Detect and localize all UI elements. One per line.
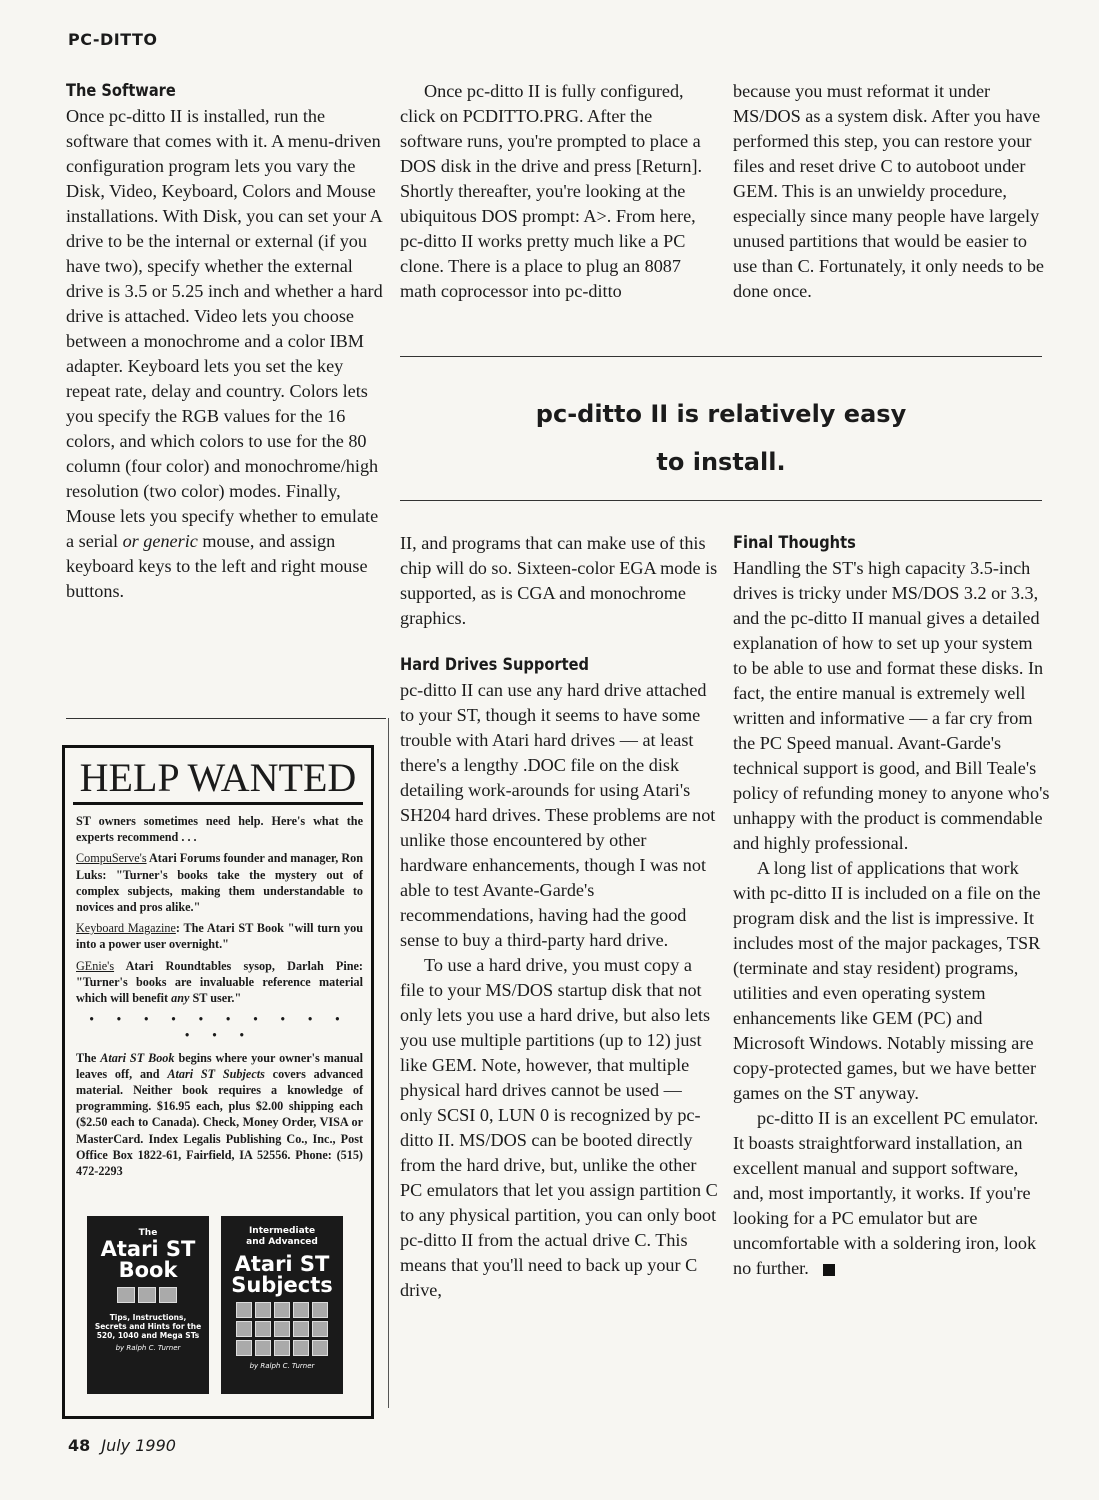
pull-quote-line: to install. (656, 448, 786, 476)
paragraph: Once pc-ditto II is fully configured, click on PCDITTO.PRG. After the software runs, you're prompted to place a DOS disk in the drive and press [Return]. Shortly thereafter, you're looking at the ubiquitous DOS prompt: A>. From here, pc-ditto II works pretty much like a PC clone. There is a place to plug an 8087 math coprocessor into pc-ditto (400, 81, 703, 301)
heading-hard-drives: Hard Drives Supported (400, 655, 589, 675)
pull-quote-bottom-rule (400, 500, 1042, 501)
paragraph: pc-ditto II can use any hard drive attached to your ST, though it seems to have some trouble with Atari hard drives — at least there's a lengthy .DOC file on the disk detailing work-arounds for using Atari's SH204 hard drives. These problems are not unlike those encountered by other hardware enhancements, though I was not able to test Avante-Garde's recommendations, having had the good sense to buy a third-party hard drive. (400, 680, 716, 950)
testimonial-text: Atari Forums founder and manager, Ron Luks: "Turner's books take the mystery out of complex subjects, making them understandable to novices and pros alike." (76, 851, 363, 915)
dot-divider: • • • • • • • • • • • • • (89, 1012, 350, 1043)
help-wanted-ad (62, 745, 374, 1419)
testimonial-text: ST user." (192, 991, 242, 1006)
section-label: PC-DITTO (68, 30, 158, 49)
paragraph: Handling the ST's high capacity 3.5-inch drives is tricky under MS/DOS 3.2 or 3.3, and the pc-ditto II manual gives a detailed explanation of how to set up your system to be able to use and format these disks. In fact, the entire manual is extremely well written and informative — a far cry from the PC Speed manual. Avant-Garde's technical support is good, and Bill Teale's policy of refunding money to anyone who's unhappy with the product is commendable and highly professional. (733, 558, 1050, 853)
heading-the-software: The Software (66, 81, 176, 101)
testimonial (76, 958, 363, 1007)
page-footer (68, 1436, 176, 1455)
testimonial-text: Atari Roundtables sysop, Darlah Pine: "Turner's books are invaluable reference material which will benefit (76, 958, 363, 1006)
computer-illustration (117, 1287, 179, 1303)
testimonial-source: Keyboard Magazine (76, 921, 176, 936)
book-author: by Ralph C. Turner (115, 1344, 181, 1352)
book-kicker: and Advanced (246, 1237, 318, 1247)
book-title: Atari ST (234, 1252, 330, 1276)
issue-date: July 1990 (101, 1436, 176, 1455)
offer-text: covers advanced material. Neither book requires a knowledge of programming. $16.95 each, plus $2.00 shipping each ($2.50 each to Canada). Check, Money Order, VISA or MasterCard. Index Legalis Publishing Co., Inc., Post Office Box 1822-61, Fairfield, IA 52556. Phone: (515) 472-2293 (76, 1066, 364, 1179)
book-title: Atari ST Subjects (167, 1066, 265, 1081)
book-kicker: The (138, 1228, 158, 1238)
column-1 (66, 79, 384, 604)
ad-body (65, 805, 371, 1179)
testimonial-source: GEnie's (76, 958, 115, 973)
book-title: Book (118, 1258, 178, 1282)
offer-text: The (76, 1050, 97, 1065)
paragraph: because you must reformat it under MS/DOS as a system disk. After you have performed this step, you can restore your files and reset drive C to autoboot under GEM. This is an unwieldy procedure, especially since many people have largely unused partitions that would be easier to use than C. Fortunately, it only needs to be done once. (733, 81, 1044, 301)
paragraph: II, and programs that can make use of this chip will do so. Sixteen-color EGA mode is supported, as is CGA and monochrome graphics. (400, 533, 718, 628)
sidebar-rule (66, 718, 386, 719)
paragraph: A long list of applications that work with pc-ditto II is included on a file on the program disk and the list is impressive. It includes most of the major packages, TSR (terminate and stay resident) programs, utilities and even operating system enhancements like GEM (PC) and Microsoft Windows. Notably missing are copy-protected games, but we have better games on the ST anyway. (733, 858, 1041, 1103)
paragraph-text: pc-ditto II is an excellent PC emulator. It boasts straightforward installation, an excellent manual and support software, and, most importantly, it works. If you're looking for a PC emulator but are uncomfortable with a soldering iron, look no further. (733, 1108, 1039, 1278)
heading-final-thoughts: Final Thoughts (733, 533, 856, 553)
pull-quote-top-rule (400, 356, 1042, 357)
book-cover-atari-st-book (87, 1216, 209, 1394)
column-2-top (400, 79, 718, 304)
pull-quote (400, 390, 1042, 486)
end-mark-icon (823, 1264, 835, 1276)
paragraph-text: mouse, and assign keyboard keys to the left and right mouse buttons. (66, 531, 368, 601)
ad-title: HELP WANTED (73, 756, 363, 805)
column-divider (388, 718, 389, 1408)
paragraph (733, 1106, 1051, 1281)
book-title: Subjects (231, 1273, 333, 1297)
testimonial-text: : The Atari ST Book "will turn you into a power user overnight." (76, 921, 363, 952)
ad-offer (76, 1050, 363, 1180)
emphasis: any (171, 991, 190, 1006)
book-kicker: Intermediate (248, 1226, 316, 1236)
book-covers (87, 1216, 349, 1394)
book-blurb: Tips, Instructions, Secrets and Hints for the 520, 1040 and Mega STs (94, 1313, 202, 1340)
book-title: Atari ST Book (100, 1050, 175, 1065)
page-number: 48 (68, 1436, 91, 1455)
testimonial-source: CompuServe's (76, 851, 147, 866)
book-author: by Ralph C. Turner (249, 1362, 315, 1370)
column-3-bottom (733, 531, 1051, 1281)
testimonial (76, 850, 363, 915)
column-3-top (733, 79, 1051, 304)
paragraph (66, 104, 384, 604)
column-2-bottom (400, 531, 718, 1303)
book-title: Atari ST (100, 1237, 196, 1261)
paragraph: To use a hard drive, you must copy a file to your MS/DOS startup disk that not only lets you use a hard drive, but also lets you use multiple partitions (up to 12) just like GEM. Note, however, that multiple physical hard drives cannot be used — only SCSI 0, LUN 0 is recognized by pc-ditto II. MS/DOS can be booted directly from the hard drive, but, unlike the other PC emulators that let you assign partition C to any physical partition, you can only boot pc-ditto II from the actual drive C. This means that you'll need to back up your C drive, (400, 955, 718, 1300)
pull-quote-line: pc-ditto II is relatively easy (535, 400, 907, 428)
screenshots-illustration (236, 1302, 328, 1356)
ad-intro: ST owners sometimes need help. Here's what the experts recommend . . . (76, 814, 363, 845)
book-cover-atari-st-subjects (221, 1216, 343, 1394)
paragraph-text: Once pc-ditto II is installed, run the software that comes with it. A menu-driven configuration program lets you vary the Disk, Video, Keyboard, Colors and Mouse installations. With Disk, you can set your A drive to be the internal or external (if you have two), specify whether the external drive is 3.5 or 5.25 inch and whether a hard drive is attached. Video lets you choose between a monochrome and a color IBM adapter. Keyboard lets you set the key repeat rate, delay and country. Colors lets you specify the RGB values for the 16 colors, and which colors to use for the 80 column (four color) and monochrome/high resolution (two color) modes. Finally, Mouse lets you specify whether to emulate a serial (66, 106, 383, 551)
offer-text: begins where your owner's manual leaves off, and (76, 1050, 363, 1081)
testimonial (76, 920, 363, 952)
emphasis: or generic (122, 531, 198, 551)
